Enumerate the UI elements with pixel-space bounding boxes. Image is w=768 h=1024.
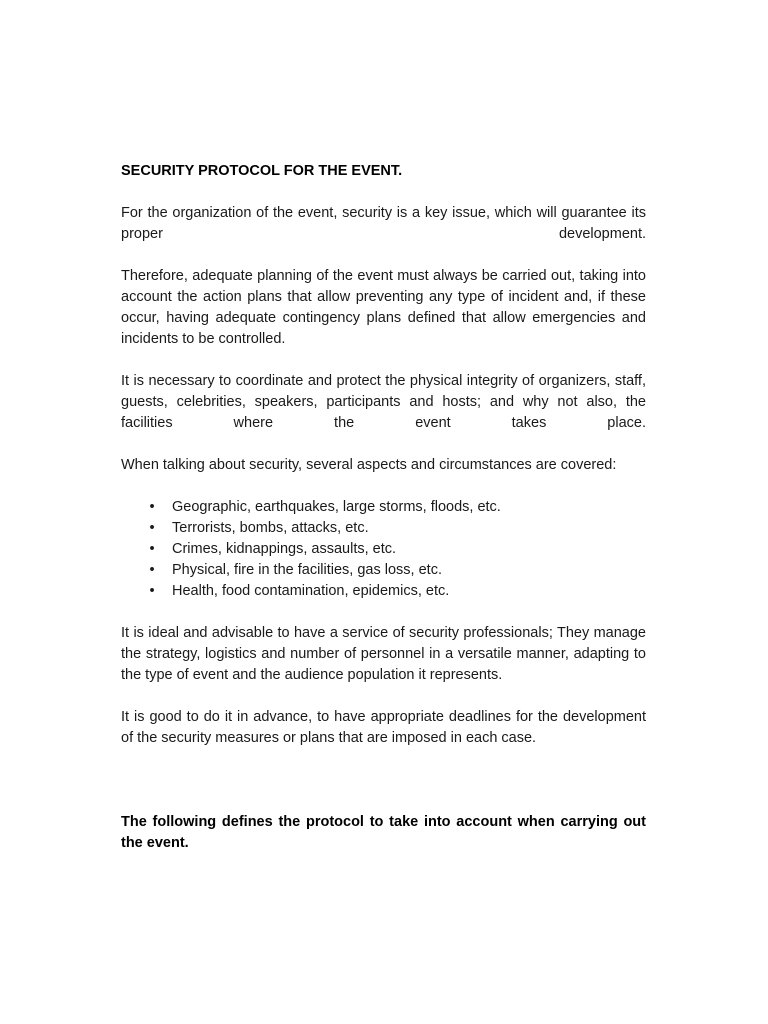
document-body xyxy=(121,161,646,854)
protocol-heading: The following defines the protocol to take into account when carrying out the event. xyxy=(121,814,646,851)
risk-list xyxy=(121,497,646,602)
spacer xyxy=(121,350,646,371)
spacer xyxy=(121,791,646,812)
bullet-icon: • xyxy=(149,520,155,536)
list-item-text: Terrorists, bombs, attacks, etc. xyxy=(172,520,369,536)
spacer xyxy=(121,245,646,266)
spacer xyxy=(121,182,646,203)
bullet-icon: • xyxy=(149,541,155,557)
list-item xyxy=(121,581,646,602)
list-item xyxy=(121,539,646,560)
bullet-icon: • xyxy=(149,583,155,599)
list-item xyxy=(121,560,646,581)
paragraph-professionals: It is ideal and advisable to have a service of security professionals; They manage the strategy, logistics and number of personnel in a versatile manner, adapting to the type of event and the audience population it represents. xyxy=(121,625,646,683)
paragraph-planning: Therefore, adequate planning of the event must always be carried out, taking into account the action plans that allow preventing any type of incident and, if these occur, having adequate contingency plans defined that allow emergencies and incidents to be controlled. xyxy=(121,268,646,347)
paragraph-intro: For the organization of the event, security is a key issue, which will guarantee its proper development. xyxy=(121,205,646,242)
spacer xyxy=(121,749,646,770)
spacer xyxy=(121,770,646,791)
list-item xyxy=(121,518,646,539)
paragraph-coordination: It is necessary to coordinate and protect the physical integrity of organizers, staff, guests, celebrities, speakers, participants and hosts; and why not also, the facilities where the event takes place. xyxy=(121,373,646,431)
list-item-text: Geographic, earthquakes, large storms, floods, etc. xyxy=(172,499,501,515)
spacer xyxy=(121,686,646,707)
spacer xyxy=(121,434,646,455)
bullet-icon: • xyxy=(149,499,155,515)
paragraph-advance: It is good to do it in advance, to have appropriate deadlines for the development of the security measures or plans that are imposed in each case. xyxy=(121,709,646,746)
list-item-text: Physical, fire in the facilities, gas loss, etc. xyxy=(172,562,442,578)
list-item xyxy=(121,497,646,518)
spacer xyxy=(121,476,646,497)
spacer xyxy=(121,602,646,623)
document-title: SECURITY PROTOCOL FOR THE EVENT. xyxy=(121,163,403,179)
bullet-icon: • xyxy=(149,562,155,578)
list-item-text: Health, food contamination, epidemics, etc. xyxy=(172,583,450,599)
paragraph-aspects: When talking about security, several aspects and circumstances are covered: xyxy=(121,457,617,473)
list-item-text: Crimes, kidnappings, assaults, etc. xyxy=(172,541,397,557)
